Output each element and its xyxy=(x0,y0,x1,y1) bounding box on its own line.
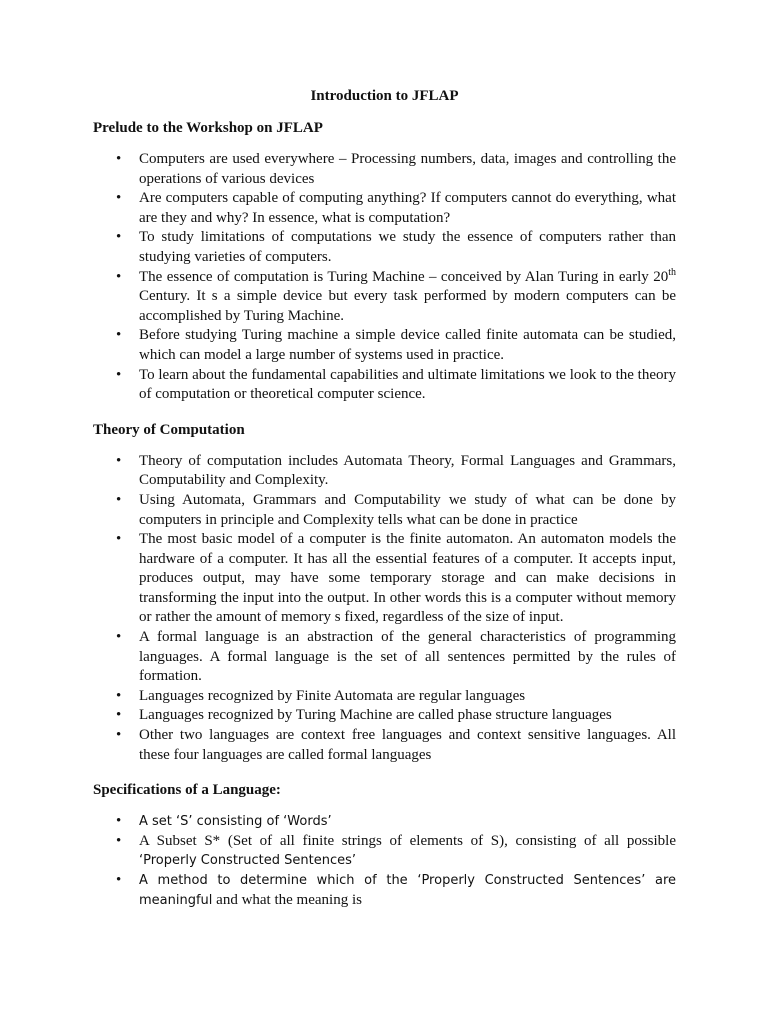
bullet-icon: • xyxy=(116,268,122,285)
bullet-icon: • xyxy=(116,229,122,246)
sans-text: ‘Properly Constructed Sentences’ xyxy=(139,853,357,869)
bullet-icon: • xyxy=(116,832,122,849)
superscript: th xyxy=(668,266,676,278)
bullet-list xyxy=(93,150,676,405)
bullet-icon: • xyxy=(116,531,122,548)
list-item xyxy=(93,189,676,228)
list-item-text: Are computers capable of computing anything? If computers cannot do everything, what are they and why? In essence, what is computation? xyxy=(139,190,676,226)
sans-text: A set ‘S’ consisting of ‘Words’ xyxy=(139,814,332,830)
list-item-text xyxy=(139,813,332,829)
bullet-icon: • xyxy=(116,190,122,207)
list-item xyxy=(93,706,676,726)
section-heading: Theory of Computation xyxy=(93,421,245,438)
list-item-text: A Subset S* (Set of all finite strings of elements of S), consisting of all possible ‘Properly Constructed Sentences’ xyxy=(139,832,676,869)
list-item xyxy=(93,726,676,765)
list-item xyxy=(93,326,676,365)
list-item xyxy=(93,832,676,871)
list-item-text: Theory of computation includes Automata Theory, Formal Languages and Grammars, Computability and Complexity. xyxy=(139,452,676,489)
list-item-text: The essence of computation is Turing Machine – conceived by Alan Turing in early 20th Century. It s a simple device but every task performed by modern computers can be accomplished by Turing Machine. xyxy=(139,266,676,324)
bullet-icon: • xyxy=(116,872,122,888)
list-item xyxy=(93,812,676,832)
list-item xyxy=(93,150,676,189)
bullet-icon: • xyxy=(116,491,122,508)
list-item-text: A method to determine which of the ‘Properly Constructed Sentences’ are meaningful and what the meaning is xyxy=(139,873,676,908)
list-item-text: Languages recognized by Turing Machine are called phase structure languages xyxy=(139,707,612,724)
bullet-icon: • xyxy=(116,727,122,744)
list-item xyxy=(93,530,676,628)
bullet-icon: • xyxy=(116,327,122,344)
bullet-icon: • xyxy=(116,452,122,469)
list-item xyxy=(93,687,676,707)
list-item-text: To learn about the fundamental capabilities and ultimate limitations we look to the theory of computation or theoretical computer science. xyxy=(139,366,676,403)
list-item xyxy=(93,628,676,687)
bullet-icon: • xyxy=(116,687,122,704)
section-heading: Prelude to the Workshop on JFLAP xyxy=(93,120,323,136)
list-item-text: Other two languages are context free languages and context sensitive languages. All these four languages are called formal languages xyxy=(139,727,676,763)
list-item-text: To study limitations of computations we study the essence of computers rather than studying varieties of computers. xyxy=(139,229,676,265)
bullet-icon: • xyxy=(116,151,122,167)
list-item-text: Languages recognized by Finite Automata are regular languages xyxy=(139,687,526,704)
list-item xyxy=(93,871,676,910)
list-item xyxy=(93,366,676,405)
sans-text: A method to determine which of the ‘Properly Constructed Sentences’ are meaningful xyxy=(139,873,676,908)
list-item-text: The most basic model of a computer is the finite automaton. An automaton models the hardware of a computer. It has all the essential features of a computer. It accepts input, produces output, may have some temporary storage and can make decisions in transforming the input into the output. In other words this is a computer without memory or rather the amount of memory s fixed, regardless of the size of input. xyxy=(139,531,676,626)
list-item-text: Using Automata, Grammars and Computability we study of what can be done by computers in principle and Complexity tells what can be done in practice xyxy=(139,491,676,528)
list-item-text: Computers are used everywhere – Processing numbers, data, images and controlling the operations of various devices xyxy=(139,151,676,187)
bullet-icon: • xyxy=(116,366,122,383)
bullet-icon: • xyxy=(116,707,122,724)
list-item xyxy=(93,491,676,530)
list-item xyxy=(93,228,676,267)
list-item xyxy=(93,268,676,327)
bullet-icon: • xyxy=(116,813,122,830)
bullet-list xyxy=(93,812,676,910)
page-title: Introduction to JFLAP xyxy=(310,88,459,104)
document-body xyxy=(93,118,676,910)
list-item-text: Before studying Turing machine a simple device called finite automata can be studied, which can model a large number of systems used in practice. xyxy=(139,327,676,363)
list-item-text: A formal language is an abstraction of the general characteristics of programming languages. A formal language is the set of all sentences permitted by the rules of formation. xyxy=(139,629,676,685)
bullet-icon: • xyxy=(116,629,122,646)
bullet-list xyxy=(93,452,676,766)
section-heading: Specifications of a Language: xyxy=(93,782,281,799)
list-item xyxy=(93,452,676,491)
